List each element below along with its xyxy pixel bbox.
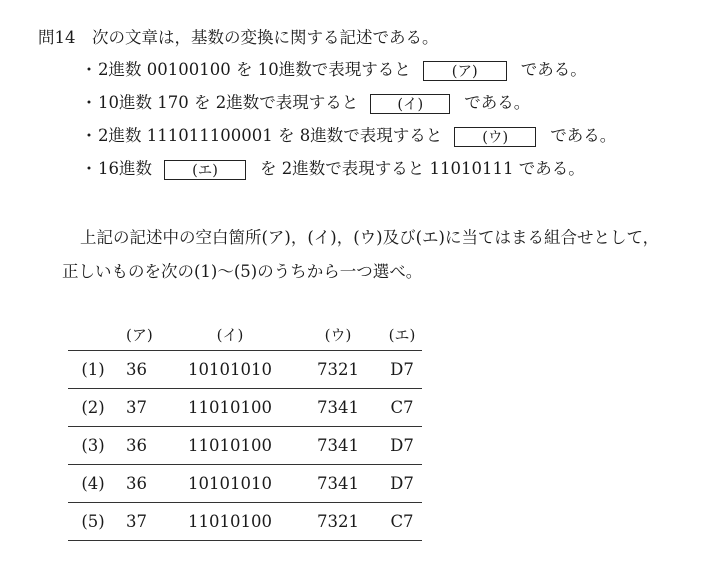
statement-2-after: である。 bbox=[464, 93, 531, 112]
table-row bbox=[68, 465, 422, 503]
question-prompt: 次の文章は，基数の変換に関する記述である。 bbox=[92, 28, 439, 47]
choice-label: (1) bbox=[81, 360, 105, 379]
choice-label: (4) bbox=[81, 474, 105, 493]
cell-u: 7321 bbox=[317, 360, 359, 379]
cell-u: 7341 bbox=[317, 474, 359, 493]
cell-e: D7 bbox=[390, 474, 414, 493]
statement-1 bbox=[80, 60, 587, 81]
table-header-a: (ア) bbox=[126, 325, 153, 344]
bullet-dot: ・ bbox=[80, 93, 98, 112]
statement-4 bbox=[80, 159, 585, 180]
cell-e: D7 bbox=[390, 436, 414, 455]
blank-u: (ウ) bbox=[454, 127, 536, 147]
question-number: 問14 bbox=[38, 28, 76, 47]
statement-3 bbox=[80, 126, 616, 147]
cell-e: C7 bbox=[390, 398, 414, 417]
instruction-line-2: 正しいものを次の(1)～(5)のうちから一つ選べ。 bbox=[62, 262, 423, 281]
cell-a: 36 bbox=[126, 436, 147, 455]
answer-table bbox=[68, 318, 422, 541]
cell-u: 7341 bbox=[317, 398, 359, 417]
cell-a: 37 bbox=[126, 398, 147, 417]
table-header-u: (ウ) bbox=[324, 325, 352, 344]
question-header bbox=[38, 28, 439, 48]
cell-a: 36 bbox=[126, 474, 147, 493]
cell-u: 7321 bbox=[317, 512, 359, 531]
statement-3-after: である。 bbox=[550, 126, 617, 145]
table-row bbox=[68, 389, 422, 427]
cell-a: 37 bbox=[126, 512, 147, 531]
choice-label: (5) bbox=[81, 512, 105, 531]
bullet-dot: ・ bbox=[80, 126, 98, 145]
statement-2 bbox=[80, 93, 530, 114]
bullet-dot: ・ bbox=[80, 159, 98, 178]
cell-e: D7 bbox=[390, 360, 414, 379]
cell-i: 10101010 bbox=[188, 360, 272, 379]
statement-4-before: 16進数 bbox=[98, 159, 152, 178]
cell-i: 11010100 bbox=[188, 398, 272, 417]
statement-1-before: 2進数 00100100 を 10進数で表現すると bbox=[98, 60, 411, 79]
table-header-i: (イ) bbox=[216, 325, 244, 344]
statement-3-before: 2進数 111011100001 を 8進数で表現すると bbox=[98, 126, 443, 145]
blank-a: (ア) bbox=[423, 61, 507, 81]
choice-label: (2) bbox=[81, 398, 105, 417]
table-row bbox=[68, 427, 422, 465]
choice-label: (3) bbox=[81, 436, 105, 455]
cell-a: 36 bbox=[126, 360, 147, 379]
bullet-dot: ・ bbox=[80, 60, 98, 79]
blank-e: (エ) bbox=[164, 160, 246, 180]
cell-i: 10101010 bbox=[188, 474, 272, 493]
statement-1-after: である。 bbox=[520, 60, 587, 79]
table-header-e: (エ) bbox=[388, 325, 416, 344]
cell-i: 11010100 bbox=[188, 436, 272, 455]
table-header-choice bbox=[68, 318, 118, 351]
cell-i: 11010100 bbox=[188, 512, 272, 531]
statement-2-before: 10進数 170 を 2進数で表現すると bbox=[98, 93, 359, 112]
table-row bbox=[68, 503, 422, 541]
cell-u: 7341 bbox=[317, 436, 359, 455]
statement-4-after: を 2進数で表現すると 11010111 である。 bbox=[260, 159, 585, 178]
blank-i: (イ) bbox=[370, 94, 450, 114]
table-header-row bbox=[68, 318, 422, 351]
cell-e: C7 bbox=[390, 512, 414, 531]
table-row bbox=[68, 351, 422, 389]
instruction-line-1: 上記の記述中の空白箇所(ア)，(イ)，(ウ)及び(エ)に当てはまる組合せとして， bbox=[80, 228, 660, 247]
